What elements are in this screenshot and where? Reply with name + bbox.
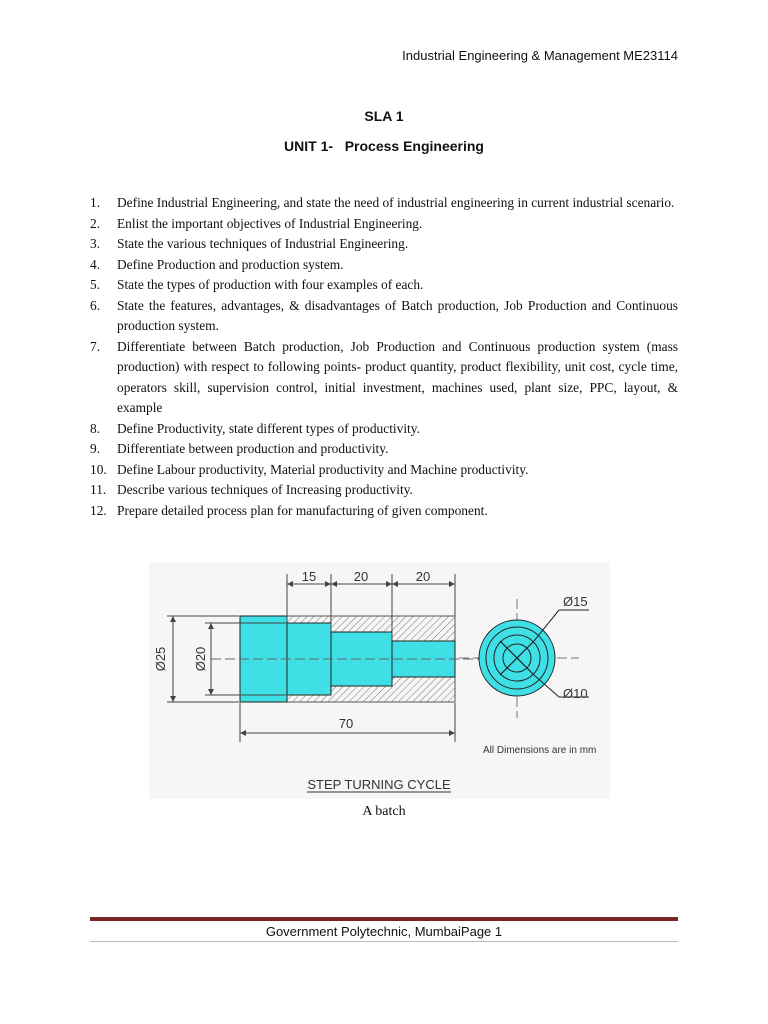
dia-20-label: Ø20 [193, 646, 208, 672]
question-number: 6. [90, 297, 101, 313]
question-item [90, 501, 678, 522]
technical-drawing-svg [149, 562, 610, 799]
footer-divider [90, 941, 678, 942]
question-text: Define Production and production system. [117, 256, 344, 272]
question-item [90, 234, 678, 255]
question-number: 1. [90, 195, 101, 210]
question-number: 4. [90, 256, 101, 272]
question-number: 3. [90, 236, 101, 251]
question-text: Differentiate between Batch production, Job Production and Continuous production system (mass production) with respect to following points- product quantity, product flexibility, unit cost, cycle time, operators skill, supervision control, initial investment, machines used, plant size, PPC, layout, & example [117, 338, 678, 415]
question-text: State the types of production with four examples of each. [117, 277, 424, 292]
step-turning-drawing [149, 562, 610, 799]
question-text: Enlist the important objectives of Industrial Engineering. [117, 215, 423, 231]
question-item [90, 255, 678, 276]
question-text: Define Productivity, state different types of productivity. [117, 420, 420, 436]
question-text: Prepare detailed process plan for manufacturing of given component. [117, 502, 488, 518]
question-text: Differentiate between production and productivity. [117, 441, 389, 456]
question-list [90, 193, 678, 521]
question-text: Define Industrial Engineering, and state the need of industrial engineering in current industrial scenario. [117, 195, 675, 210]
dia-15-label: Ø15 [563, 594, 588, 609]
drawing-title: STEP TURNING CYCLE [307, 777, 451, 792]
question-number: 5. [90, 277, 101, 292]
question-number: 11. [90, 482, 107, 497]
question-item [90, 296, 678, 337]
question-item [90, 480, 678, 501]
question-item [90, 193, 678, 214]
question-text: Define Labour productivity, Material productivity and Machine productivity. [117, 461, 529, 477]
units-note: All Dimensions are in mm [483, 745, 597, 756]
dim-20b-label: 20 [415, 569, 431, 584]
question-item [90, 439, 678, 460]
question-number: 10. [90, 461, 107, 477]
figure-caption: A batch [362, 804, 406, 819]
question-number: 8. [90, 420, 101, 436]
question-item [90, 214, 678, 235]
question-text: State the various techniques of Industrial Engineering. [117, 236, 409, 251]
question-text: State the features, advantages, & disadvantages of Batch production, Job Production and Continuous production system. [117, 297, 678, 333]
question-item [90, 419, 678, 440]
dia-25-label: Ø25 [153, 646, 168, 672]
dim-15-label: 15 [301, 569, 317, 584]
page-footer: Government Polytechnic, MumbaiPage 1 [265, 924, 503, 939]
question-item [90, 460, 678, 481]
question-item [90, 337, 678, 419]
dim-70-label: 70 [338, 716, 354, 731]
question-number: 12. [90, 502, 107, 518]
question-text: Describe various techniques of Increasing productivity. [117, 482, 413, 497]
dia-10-label: Ø10 [563, 686, 588, 701]
question-item [90, 275, 678, 296]
question-number: 9. [90, 441, 101, 456]
question-number: 2. [90, 215, 101, 231]
footer-rule [90, 917, 678, 921]
dim-20a-label: 20 [353, 569, 369, 584]
unit-title: UNIT 1- Process Engineering [284, 138, 484, 154]
sla-title: SLA 1 [364, 108, 404, 124]
question-number: 7. [90, 338, 101, 354]
page-header: Industrial Engineering & Management ME23114 [402, 48, 678, 63]
